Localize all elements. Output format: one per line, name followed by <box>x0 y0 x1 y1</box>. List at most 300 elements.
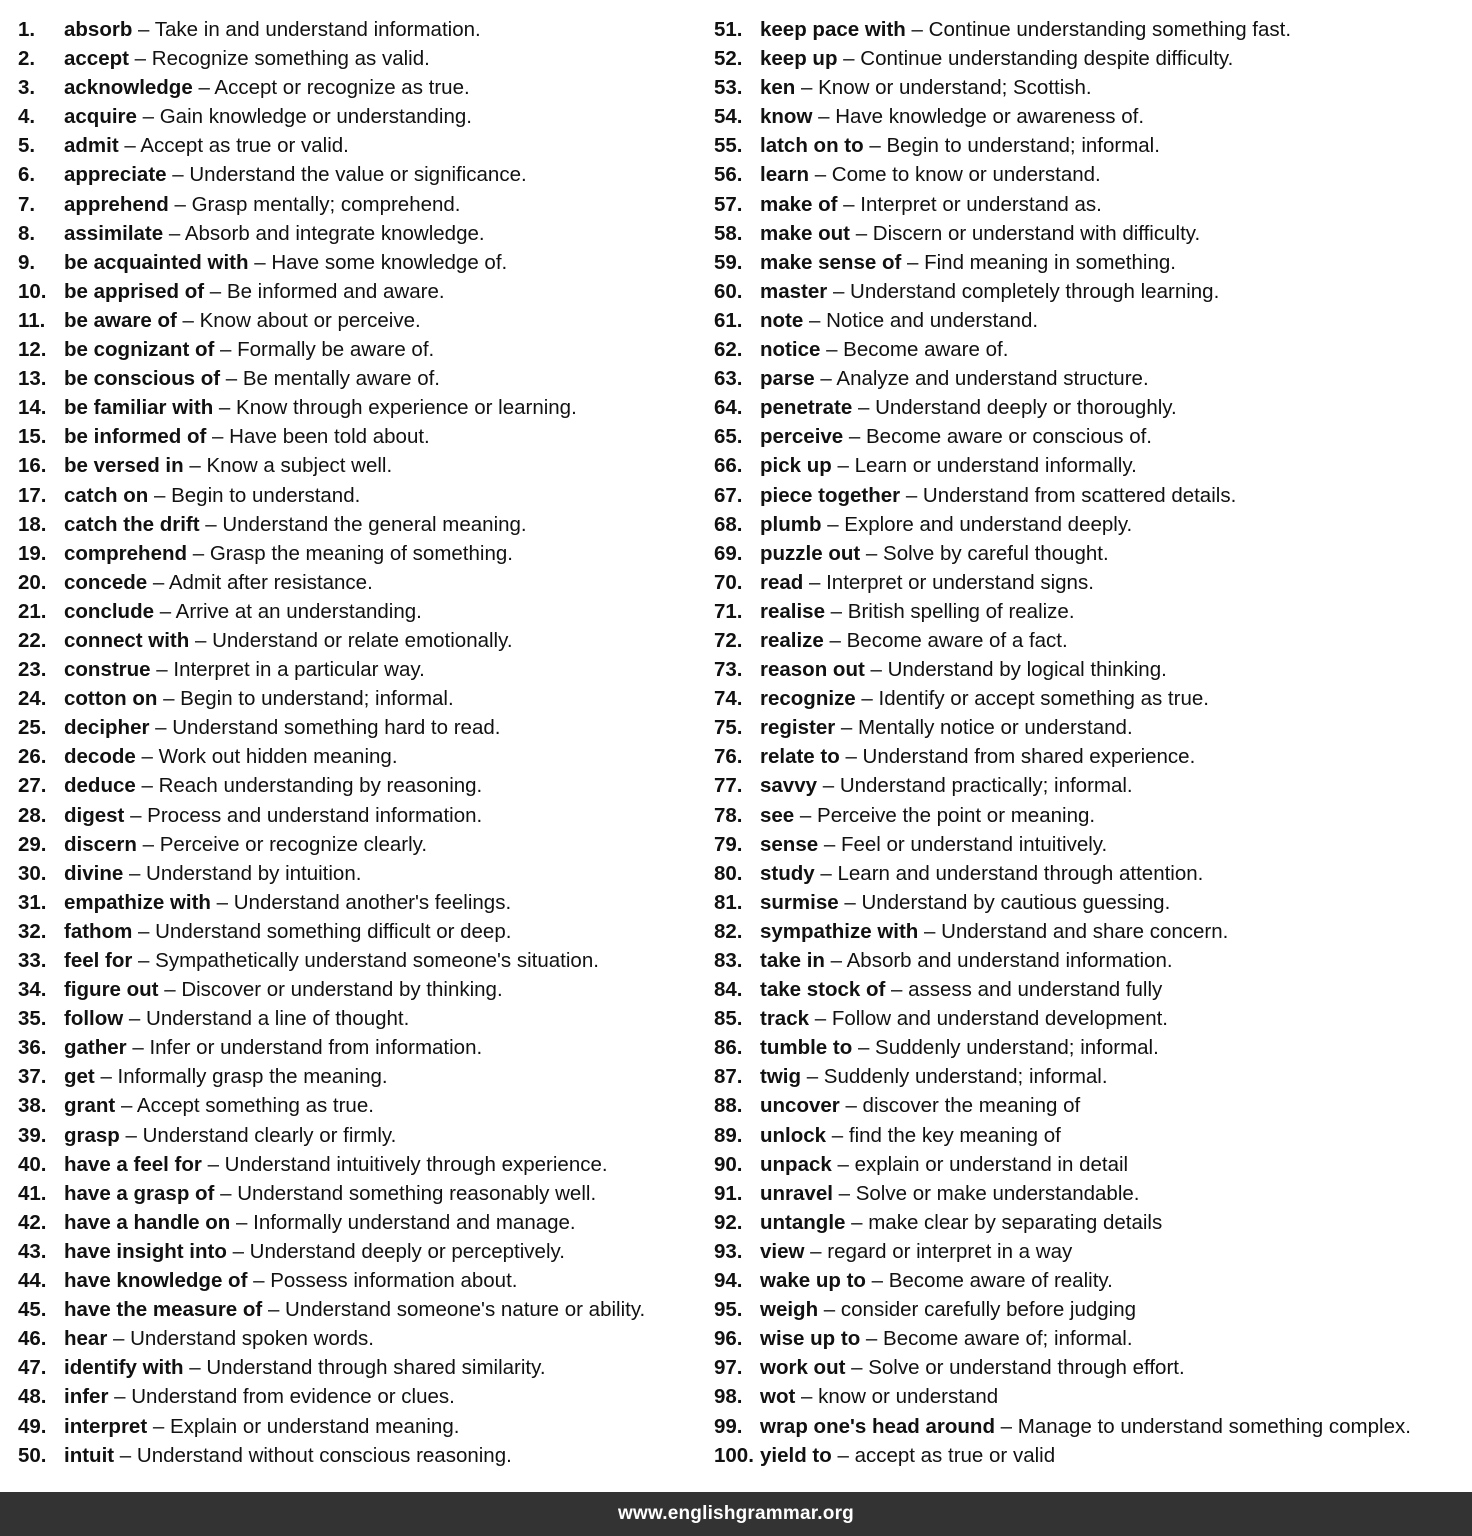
entry-definition: Grasp the meaning of something. <box>209 541 513 565</box>
list-item <box>18 684 708 713</box>
entry-definition: Know through experience or learning. <box>236 396 577 420</box>
entry-definition: regard or interpret in a way <box>827 1239 1073 1263</box>
entry-separator: – <box>94 1065 118 1089</box>
entry-separator: – <box>901 250 925 274</box>
entry-text <box>760 568 1094 597</box>
entry-text <box>64 830 427 859</box>
entry-text <box>760 771 1133 800</box>
entry-definition: accept as true or valid <box>854 1443 1056 1467</box>
list-item <box>18 655 708 684</box>
entry-term: relate to <box>760 745 840 769</box>
entry-number: 27. <box>18 774 47 798</box>
entry-number: 54. <box>714 105 743 129</box>
entry-separator: – <box>168 192 192 216</box>
entry-definition: Understand someone's nature or ability. <box>285 1298 646 1322</box>
entry-definition: Understand without conscious reasoning. <box>136 1443 512 1467</box>
list-item <box>18 131 708 160</box>
entry-definition: Understand deeply or thoroughly. <box>875 396 1177 420</box>
entry-separator: – <box>199 512 223 536</box>
list-item <box>714 539 1464 568</box>
list-item <box>714 1353 1464 1382</box>
entry-separator: – <box>827 279 851 303</box>
entry-number: 87. <box>714 1065 743 1089</box>
list-item <box>18 422 708 451</box>
entry-text <box>64 131 349 160</box>
entry-number: 71. <box>714 599 743 623</box>
entry-term: conclude <box>64 599 154 623</box>
list-item <box>714 190 1464 219</box>
entry-separator: – <box>826 1123 849 1147</box>
entry-definition: Manage to understand something complex. <box>1017 1414 1411 1438</box>
list-item <box>714 102 1464 131</box>
entry-number: 31. <box>18 890 47 914</box>
entry-term: realise <box>760 599 825 623</box>
entry-number: 18. <box>18 512 47 536</box>
list-item <box>18 15 708 44</box>
entry-number: 82. <box>714 919 743 943</box>
entry-separator: – <box>865 1269 889 1293</box>
entry-term: wot <box>760 1385 796 1409</box>
entry-definition: Become aware of; informal. <box>883 1327 1133 1351</box>
entry-definition: Informally understand and manage. <box>253 1210 576 1234</box>
entry-number: 23. <box>18 658 47 682</box>
list-item <box>18 801 708 830</box>
entry-separator: – <box>801 1065 824 1089</box>
entry-number: 22. <box>18 628 47 652</box>
entry-term: make sense of <box>760 250 902 274</box>
entry-separator: – <box>818 832 841 856</box>
entry-number: 26. <box>18 745 47 769</box>
entry-text <box>64 102 472 131</box>
entry-term: untangle <box>760 1210 846 1234</box>
entry-term: surmise <box>760 890 839 914</box>
entry-text <box>64 975 503 1004</box>
footer-bar <box>0 1492 1472 1536</box>
entry-number: 86. <box>714 1036 743 1060</box>
entry-text <box>64 335 434 364</box>
entry-text <box>64 1062 388 1091</box>
list-item <box>714 1237 1464 1266</box>
entry-separator: – <box>845 1210 869 1234</box>
list-item <box>714 306 1464 335</box>
entry-text <box>760 888 1170 917</box>
entry-number: 10. <box>18 279 47 303</box>
entry-number: 33. <box>18 949 47 972</box>
entry-number: 50. <box>18 1443 47 1467</box>
list-item <box>714 1266 1464 1295</box>
entry-definition: Accept or recognize as true. <box>214 76 470 100</box>
entry-number: 24. <box>18 687 47 711</box>
entry-separator: – <box>837 192 861 216</box>
entry-definition: Interpret in a particular way. <box>173 658 425 682</box>
entry-term: unravel <box>760 1181 833 1205</box>
entry-number: 66. <box>714 454 743 478</box>
entry-separator: – <box>206 425 230 449</box>
entry-text <box>64 771 482 800</box>
entry-number: 16. <box>18 454 47 478</box>
list-item <box>18 1295 708 1324</box>
entry-number: 81. <box>714 890 743 914</box>
entry-number: 79. <box>714 832 743 856</box>
list-item <box>714 248 1464 277</box>
entry-text <box>64 626 513 655</box>
entry-number: 30. <box>18 861 47 885</box>
entry-text <box>64 888 511 917</box>
entry-definition: Know about or perceive. <box>199 308 421 332</box>
list-item <box>18 160 708 189</box>
entry-definition: Be informed and aware. <box>226 279 445 303</box>
entry-term: be aware of <box>64 308 177 332</box>
entry-term: know <box>760 105 813 129</box>
entry-term: comprehend <box>64 541 188 565</box>
entry-number: 99. <box>714 1414 743 1438</box>
entry-separator: – <box>147 570 169 594</box>
entry-separator: – <box>183 1356 207 1380</box>
list-item <box>18 742 708 771</box>
entry-definition: Interpret or understand as. <box>860 192 1102 216</box>
entry-separator: – <box>163 221 185 245</box>
entry-text <box>760 1121 1061 1150</box>
entry-term: feel for <box>64 949 133 972</box>
entry-number: 85. <box>714 1007 743 1031</box>
entry-separator: – <box>831 454 855 478</box>
entry-text <box>760 1091 1080 1120</box>
entry-separator: – <box>136 832 160 856</box>
entry-definition: Understand something difficult or deep. <box>155 919 512 943</box>
entry-text <box>760 306 1038 335</box>
entry-definition: Understand completely through learning. <box>850 279 1220 303</box>
entry-separator: – <box>803 570 827 594</box>
list-item <box>18 510 708 539</box>
list-item <box>18 1382 708 1411</box>
entry-definition: Identify or accept something as true. <box>878 687 1209 711</box>
entry-term: catch on <box>64 483 149 507</box>
entry-term: note <box>760 308 804 332</box>
entry-number: 63. <box>714 367 743 391</box>
entry-text <box>760 510 1132 539</box>
entry-text <box>64 393 577 422</box>
list-item <box>18 277 708 306</box>
entry-separator: – <box>831 1152 855 1176</box>
entry-text <box>760 597 1075 626</box>
entry-term: wake up to <box>760 1269 866 1293</box>
entry-definition: Reach understanding by reasoning. <box>158 774 483 798</box>
entry-term: intuit <box>64 1443 115 1467</box>
list-item <box>714 131 1464 160</box>
entry-text <box>760 393 1177 422</box>
entry-term: be familiar with <box>64 396 214 420</box>
entry-separator: – <box>124 803 148 827</box>
entry-separator: – <box>824 949 847 972</box>
entry-separator: – <box>838 890 862 914</box>
entry-separator: – <box>850 221 873 245</box>
entry-separator: – <box>176 308 200 332</box>
entry-number: 96. <box>714 1327 743 1351</box>
entry-definition: Understand a line of thought. <box>146 1007 410 1031</box>
entry-term: identify with <box>64 1356 184 1380</box>
entry-separator: – <box>824 599 848 623</box>
entry-number: 57. <box>714 192 743 216</box>
entry-number: 35. <box>18 1007 47 1031</box>
entry-definition: Possess information about. <box>270 1269 518 1293</box>
entry-separator: – <box>158 978 182 1002</box>
entry-number: 46. <box>18 1327 47 1351</box>
entry-term: be apprised of <box>64 279 205 303</box>
entry-definition: explain or understand in detail <box>854 1152 1129 1176</box>
footer-url[interactable]: www.englishgrammar.org <box>618 1503 854 1524</box>
entry-number: 7. <box>18 192 36 216</box>
entry-term: acknowledge <box>64 76 193 100</box>
entry-term: deduce <box>64 774 136 798</box>
list-item <box>714 1091 1464 1120</box>
entry-number: 62. <box>714 338 743 362</box>
entry-term: get <box>64 1065 95 1089</box>
entry-term: take in <box>760 949 825 972</box>
entry-number: 41. <box>18 1181 47 1205</box>
entry-term: register <box>760 716 836 740</box>
entry-term: grasp <box>64 1123 120 1147</box>
entry-separator: – <box>918 919 942 943</box>
list-item <box>18 1062 708 1091</box>
entry-separator: – <box>795 76 819 100</box>
list-item <box>714 771 1464 800</box>
entry-term: view <box>760 1239 805 1263</box>
entry-definition: Take in and understand information. <box>154 18 481 41</box>
entry-number: 49. <box>18 1414 47 1438</box>
entry-separator: – <box>839 745 863 769</box>
list-item <box>18 306 708 335</box>
entry-separator: – <box>835 716 859 740</box>
entry-separator: – <box>794 803 818 827</box>
word-list-column-right <box>714 15 1464 1470</box>
entry-separator: – <box>123 1007 147 1031</box>
entry-separator: – <box>226 1239 250 1263</box>
entry-text <box>760 422 1152 451</box>
entry-number: 51. <box>714 18 743 41</box>
entry-term: make out <box>760 221 850 245</box>
entry-definition: Solve or make understandable. <box>855 1181 1140 1205</box>
entry-number: 78. <box>714 803 743 827</box>
list-item <box>18 219 708 248</box>
entry-separator: – <box>183 454 207 478</box>
list-item <box>18 830 708 859</box>
entry-text <box>64 655 425 684</box>
entry-definition: Understand the general meaning. <box>222 512 527 536</box>
list-item <box>714 917 1464 946</box>
list-item <box>714 568 1464 597</box>
list-item <box>18 1179 708 1208</box>
entry-definition: Understand something hard to read. <box>172 716 501 740</box>
entry-definition: Understand practically; informal. <box>839 774 1133 798</box>
entry-number: 11. <box>18 308 46 332</box>
entry-definition: Analyze and understand structure. <box>836 367 1149 391</box>
entry-text <box>760 1004 1168 1033</box>
entry-number: 61. <box>714 308 743 332</box>
entry-term: piece together <box>760 483 901 507</box>
entry-separator: – <box>804 1239 828 1263</box>
entry-definition: Notice and understand. <box>826 308 1039 332</box>
entry-number: 68. <box>714 512 743 536</box>
entry-text <box>760 975 1162 1004</box>
entry-number: 4. <box>18 105 36 129</box>
list-item <box>714 15 1464 44</box>
entry-text <box>64 742 398 771</box>
list-item <box>18 626 708 655</box>
entry-definition: Begin to understand; informal. <box>180 687 454 711</box>
entry-number: 34. <box>18 978 47 1002</box>
entry-separator: – <box>852 396 876 420</box>
entry-term: see <box>760 803 795 827</box>
entry-text <box>64 1353 546 1382</box>
list-item <box>714 859 1464 888</box>
entry-definition: Learn or understand informally. <box>854 454 1137 478</box>
list-item <box>714 1150 1464 1179</box>
entry-term: wise up to <box>760 1327 861 1351</box>
entry-text <box>760 44 1233 73</box>
entry-text <box>64 451 392 480</box>
entry-text <box>760 335 1008 364</box>
entry-text <box>760 219 1200 248</box>
entry-number: 88. <box>714 1094 743 1118</box>
entry-definition: Solve by careful thought. <box>883 541 1109 565</box>
entry-separator: – <box>213 396 237 420</box>
entry-text <box>64 190 461 219</box>
entry-number: 67. <box>714 483 743 507</box>
list-item <box>18 1441 708 1470</box>
list-item <box>714 801 1464 830</box>
entry-separator: – <box>831 1443 855 1467</box>
entry-separator: – <box>187 541 210 565</box>
list-item <box>18 1353 708 1382</box>
entry-text <box>760 655 1167 684</box>
entry-text <box>760 1179 1139 1208</box>
entry-text <box>760 801 1095 830</box>
entry-term: plumb <box>760 512 822 536</box>
entry-definition: Understand by logical thinking. <box>887 658 1167 682</box>
entry-term: tumble to <box>760 1036 853 1060</box>
entry-separator: – <box>128 47 152 71</box>
list-item <box>18 1150 708 1179</box>
entry-number: 97. <box>714 1356 743 1380</box>
list-item <box>714 335 1464 364</box>
entry-text <box>760 364 1149 393</box>
entry-term: divine <box>64 861 124 885</box>
entry-number: 98. <box>714 1385 743 1409</box>
list-item <box>18 597 708 626</box>
entry-separator: – <box>839 1094 863 1118</box>
entry-number: 53. <box>714 76 743 100</box>
entry-separator: – <box>204 279 227 303</box>
entry-definition: Understand from evidence or clues. <box>131 1385 455 1409</box>
entry-term: penetrate <box>760 396 853 420</box>
list-item <box>18 190 708 219</box>
list-item <box>714 1208 1464 1237</box>
entry-term: reason out <box>760 658 865 682</box>
entry-definition: Understand and share concern. <box>941 919 1229 943</box>
entry-term: have a grasp of <box>64 1181 215 1205</box>
entry-text <box>760 626 1068 655</box>
entry-definition: Admit after resistance. <box>168 570 373 594</box>
entry-term: digest <box>64 803 125 827</box>
entry-text <box>760 481 1236 510</box>
entry-separator: – <box>154 599 176 623</box>
entry-term: savvy <box>760 774 818 798</box>
entry-number: 40. <box>18 1152 47 1176</box>
entry-definition: Sympathetically understand someone's situation. <box>155 949 599 972</box>
entry-text <box>760 190 1102 219</box>
entry-text <box>64 1237 565 1266</box>
list-item <box>714 44 1464 73</box>
entry-definition: British spelling of realize. <box>847 599 1075 623</box>
entry-definition: Continue understanding despite difficulty. <box>860 47 1234 71</box>
entry-separator: – <box>248 250 272 274</box>
entry-term: ken <box>760 76 796 100</box>
entry-text <box>760 713 1133 742</box>
entry-definition: Know a subject well. <box>206 454 393 478</box>
entry-separator: – <box>247 1269 271 1293</box>
entry-text <box>64 364 440 393</box>
entry-term: apprehend <box>64 192 169 216</box>
entry-term: hear <box>64 1327 108 1351</box>
entry-definition: Discern or understand with difficulty. <box>872 221 1201 245</box>
entry-term: latch on to <box>760 134 864 158</box>
entry-separator: – <box>157 687 181 711</box>
entry-definition: Interpret or understand signs. <box>826 570 1094 594</box>
entry-text <box>760 15 1291 44</box>
entry-text <box>64 1033 482 1062</box>
entry-definition: Understand from scattered details. <box>922 483 1237 507</box>
entry-definition: Understand through shared similarity. <box>206 1356 546 1380</box>
entry-definition: Have some knowledge of. <box>271 250 508 274</box>
entry-term: concede <box>64 570 148 594</box>
entry-number: 93. <box>714 1239 743 1263</box>
entry-separator: – <box>220 367 243 391</box>
entry-separator: – <box>809 1007 832 1031</box>
entry-definition: Suddenly understand; informal. <box>875 1036 1159 1060</box>
entry-definition: Know or understand; Scottish. <box>818 76 1092 100</box>
entry-definition: Understand by cautious guessing. <box>861 890 1171 914</box>
entry-term: sense <box>760 832 819 856</box>
list-item <box>714 219 1464 248</box>
entry-text <box>760 917 1228 946</box>
entry-separator: – <box>107 1327 131 1351</box>
list-item <box>714 277 1464 306</box>
entry-separator: – <box>818 1298 841 1322</box>
entry-number: 80. <box>714 861 743 885</box>
entry-separator: – <box>135 774 159 798</box>
list-item <box>18 451 708 480</box>
entry-text <box>64 1441 512 1470</box>
entry-separator: – <box>132 949 156 972</box>
entry-definition: Become aware of a fact. <box>846 628 1068 652</box>
list-item <box>18 393 708 422</box>
entry-definition: Come to know or understand. <box>831 163 1101 187</box>
entry-number: 21. <box>18 599 47 623</box>
entry-separator: – <box>821 512 845 536</box>
entry-number: 72. <box>714 628 743 652</box>
entry-number: 8. <box>18 221 36 245</box>
entry-term: decipher <box>64 716 150 740</box>
entry-text <box>64 1412 459 1441</box>
entry-separator: – <box>189 628 213 652</box>
entry-separator: – <box>118 134 141 158</box>
entry-definition: Mentally notice or understand. <box>858 716 1133 740</box>
entry-definition: consider carefully before judging <box>840 1298 1137 1322</box>
list-item <box>18 975 708 1004</box>
entry-term: twig <box>760 1065 801 1089</box>
entry-separator: – <box>108 1385 132 1409</box>
entry-number: 73. <box>714 658 743 682</box>
